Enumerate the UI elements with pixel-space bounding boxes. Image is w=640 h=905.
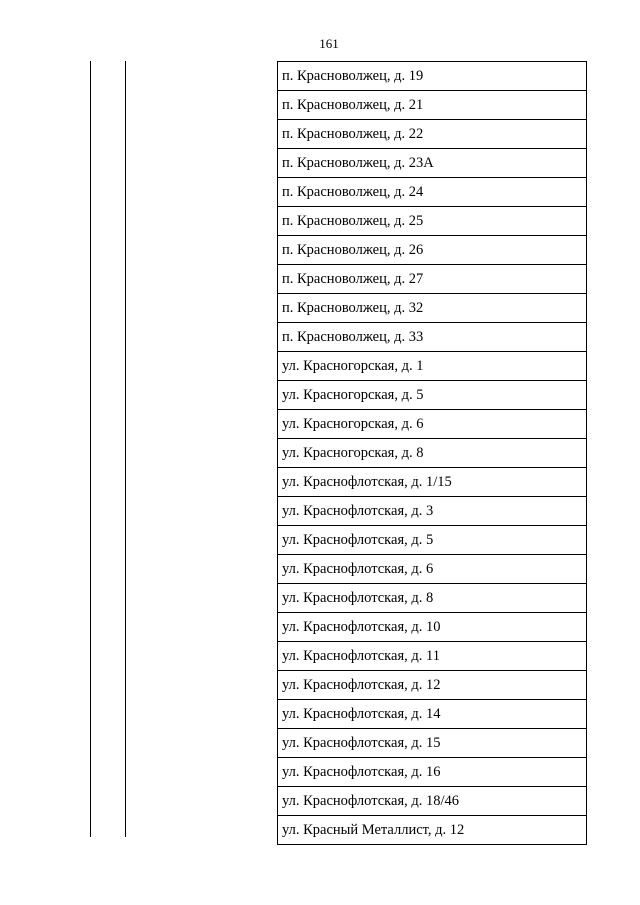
address-cell: ул. Краснофлотская, д. 16: [278, 758, 587, 787]
table-row: [278, 584, 587, 613]
address-cell: п. Красноволжец, д. 33: [278, 323, 587, 352]
address-cell: ул. Краснофлотская, д. 18/46: [278, 787, 587, 816]
table-row: [278, 207, 587, 236]
address-cell: ул. Краснофлотская, д. 5: [278, 526, 587, 555]
address-cell: ул. Краснофлотская, д. 3: [278, 497, 587, 526]
table-row: [278, 149, 587, 178]
address-cell: ул. Краснофлотская, д. 14: [278, 700, 587, 729]
address-cell: ул. Краснофлотская, д. 1/15: [278, 468, 587, 497]
table-row: [278, 265, 587, 294]
address-cell: п. Красноволжец, д. 32: [278, 294, 587, 323]
address-cell: п. Красноволжец, д. 26: [278, 236, 587, 265]
address-cell: ул. Краснофлотская, д. 10: [278, 613, 587, 642]
table-row: [278, 497, 587, 526]
table-row: [278, 91, 587, 120]
table-row: [278, 671, 587, 700]
table-row: [278, 758, 587, 787]
table-row: [278, 642, 587, 671]
address-cell: п. Красноволжец, д. 24: [278, 178, 587, 207]
table-row: [278, 120, 587, 149]
address-cell: п. Красноволжец, д. 21: [278, 91, 587, 120]
address-cell: п. Красноволжец, д. 25: [278, 207, 587, 236]
table-row: [278, 555, 587, 584]
address-cell: п. Красноволжец, д. 19: [278, 62, 587, 91]
address-cell: п. Красноволжец, д. 22: [278, 120, 587, 149]
table-row: [278, 381, 587, 410]
address-cell: ул. Красногорская, д. 5: [278, 381, 587, 410]
address-cell: ул. Краснофлотская, д. 11: [278, 642, 587, 671]
table-column-border-left: [90, 61, 91, 837]
address-cell: ул. Краснофлотская, д. 6: [278, 555, 587, 584]
address-cell: ул. Красногорская, д. 1: [278, 352, 587, 381]
address-cell: п. Красноволжец, д. 27: [278, 265, 587, 294]
table-row: [278, 787, 587, 816]
table-row: [278, 323, 587, 352]
address-cell: п. Красноволжец, д. 23А: [278, 149, 587, 178]
address-cell: ул. Красногорская, д. 6: [278, 410, 587, 439]
table-row: [278, 468, 587, 497]
table-row: [278, 613, 587, 642]
table-row: [278, 178, 587, 207]
table-row: [278, 439, 587, 468]
page-number: 161: [319, 36, 339, 51]
table-column-border-inner: [125, 61, 126, 837]
address-cell: ул. Красный Металлист, д. 12: [278, 816, 587, 845]
table-row: [278, 729, 587, 758]
table-row: [278, 236, 587, 265]
table-row: [278, 294, 587, 323]
address-cell: ул. Краснофлотская, д. 15: [278, 729, 587, 758]
table-row: [278, 410, 587, 439]
table-row: [278, 816, 587, 845]
address-cell: ул. Красногорская, д. 8: [278, 439, 587, 468]
address-table: [277, 61, 587, 845]
table-row: [278, 700, 587, 729]
table-row: [278, 352, 587, 381]
address-table-body: [278, 62, 587, 845]
address-cell: ул. Краснофлотская, д. 12: [278, 671, 587, 700]
table-row: [278, 62, 587, 91]
address-cell: ул. Краснофлотская, д. 8: [278, 584, 587, 613]
table-row: [278, 526, 587, 555]
